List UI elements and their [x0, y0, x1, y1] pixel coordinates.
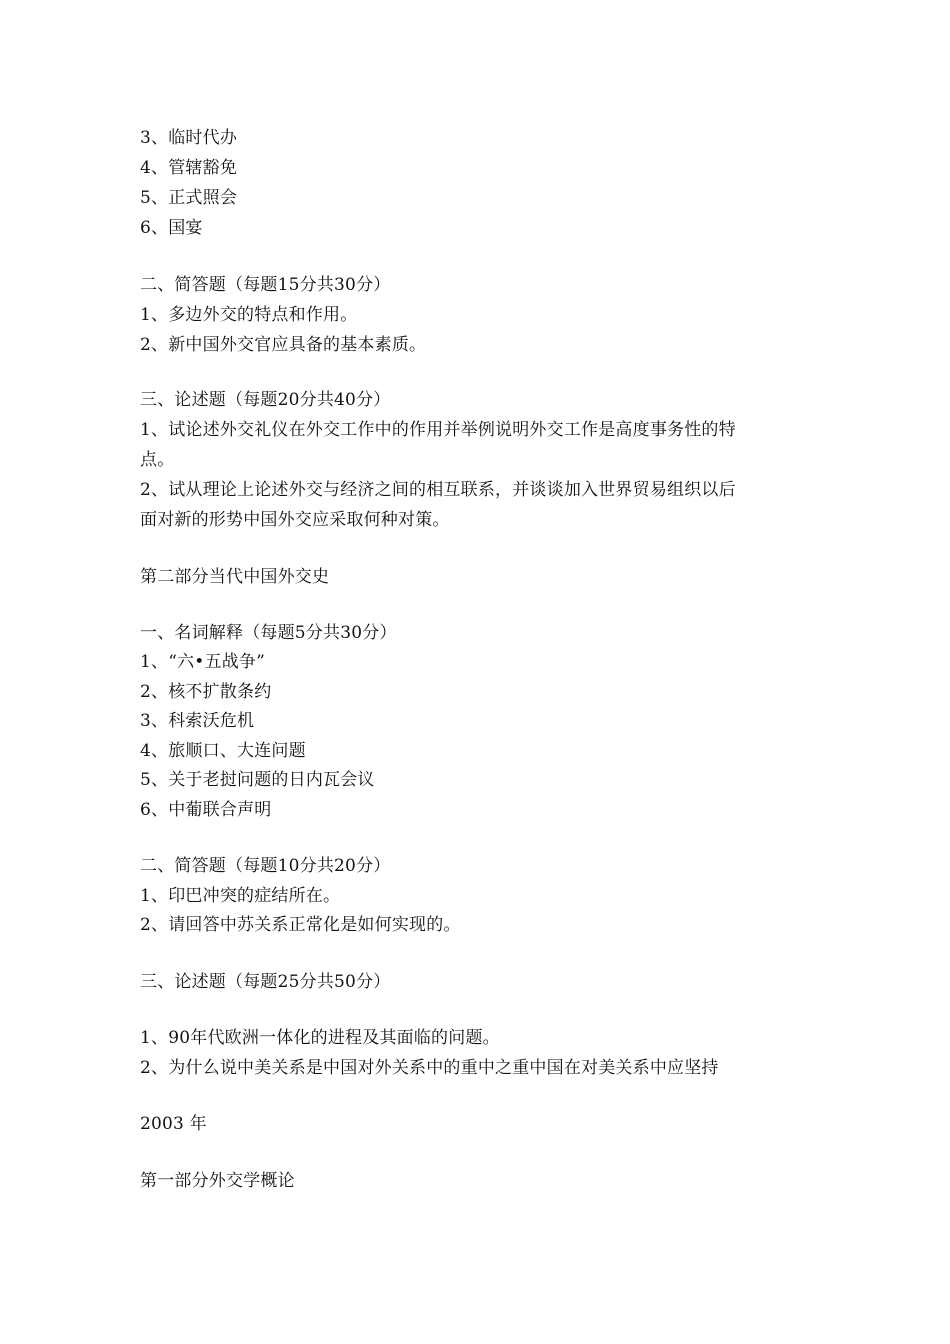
year-heading: 2003 年 [140, 1114, 207, 1134]
question-item: 2、请回答中苏关系正常化是如何实现的。 [140, 915, 461, 935]
part-heading: 第一部分外交学概论 [140, 1171, 295, 1191]
term-item-3: 3、临时代办 [140, 128, 238, 148]
question-item: 2、试从理论上论述外交与经济之间的相互联系，并谈谈加入世界贸易组织以后 [140, 480, 736, 500]
section-heading-terms: 一、名词解释（每题5分共30分） [140, 623, 397, 643]
question-item: 1、试论述外交礼仪在外交工作中的作用并举例说明外交工作是高度事务性的特 [140, 420, 736, 440]
question-item: 2、新中国外交官应具备的基本素质。 [140, 335, 427, 355]
term-item: 2、核不扩散条约 [140, 682, 272, 702]
term-item: 3、科索沃危机 [140, 711, 255, 731]
question-item: 1、多边外交的特点和作用。 [140, 305, 358, 325]
term-item: 1、“六•五战争” [140, 652, 266, 672]
question-item: 2、为什么说中美关系是中国对外关系中的重中之重中国在对美关系中应坚持 [140, 1058, 719, 1078]
term-item-6: 6、国宴 [140, 218, 203, 238]
term-item-5: 5、正式照会 [140, 188, 238, 208]
term-item: 5、关于老挝问题的日内瓦会议 [140, 770, 375, 790]
section-heading-short-answer: 二、简答题（每题15分共30分） [140, 275, 391, 295]
section-heading-essay: 三、论述题（每题20分共40分） [140, 390, 391, 410]
question-item-continued: 点。 [140, 450, 175, 470]
question-item: 1、90年代欧洲一体化的进程及其面临的问题。 [140, 1028, 500, 1048]
section-heading-essay: 三、论述题（每题25分共50分） [140, 972, 391, 992]
term-item-4: 4、管辖豁免 [140, 158, 238, 178]
part-heading: 第二部分当代中国外交史 [140, 567, 330, 587]
term-item: 4、旅顺口、大连问题 [140, 741, 306, 761]
term-item: 6、中葡联合声明 [140, 800, 272, 820]
question-item-continued: 面对新的形势中国外交应采取何种对策。 [140, 510, 450, 530]
section-heading-short-answer: 二、简答题（每题10分共20分） [140, 856, 391, 876]
question-item: 1、印巴冲突的症结所在。 [140, 886, 341, 906]
